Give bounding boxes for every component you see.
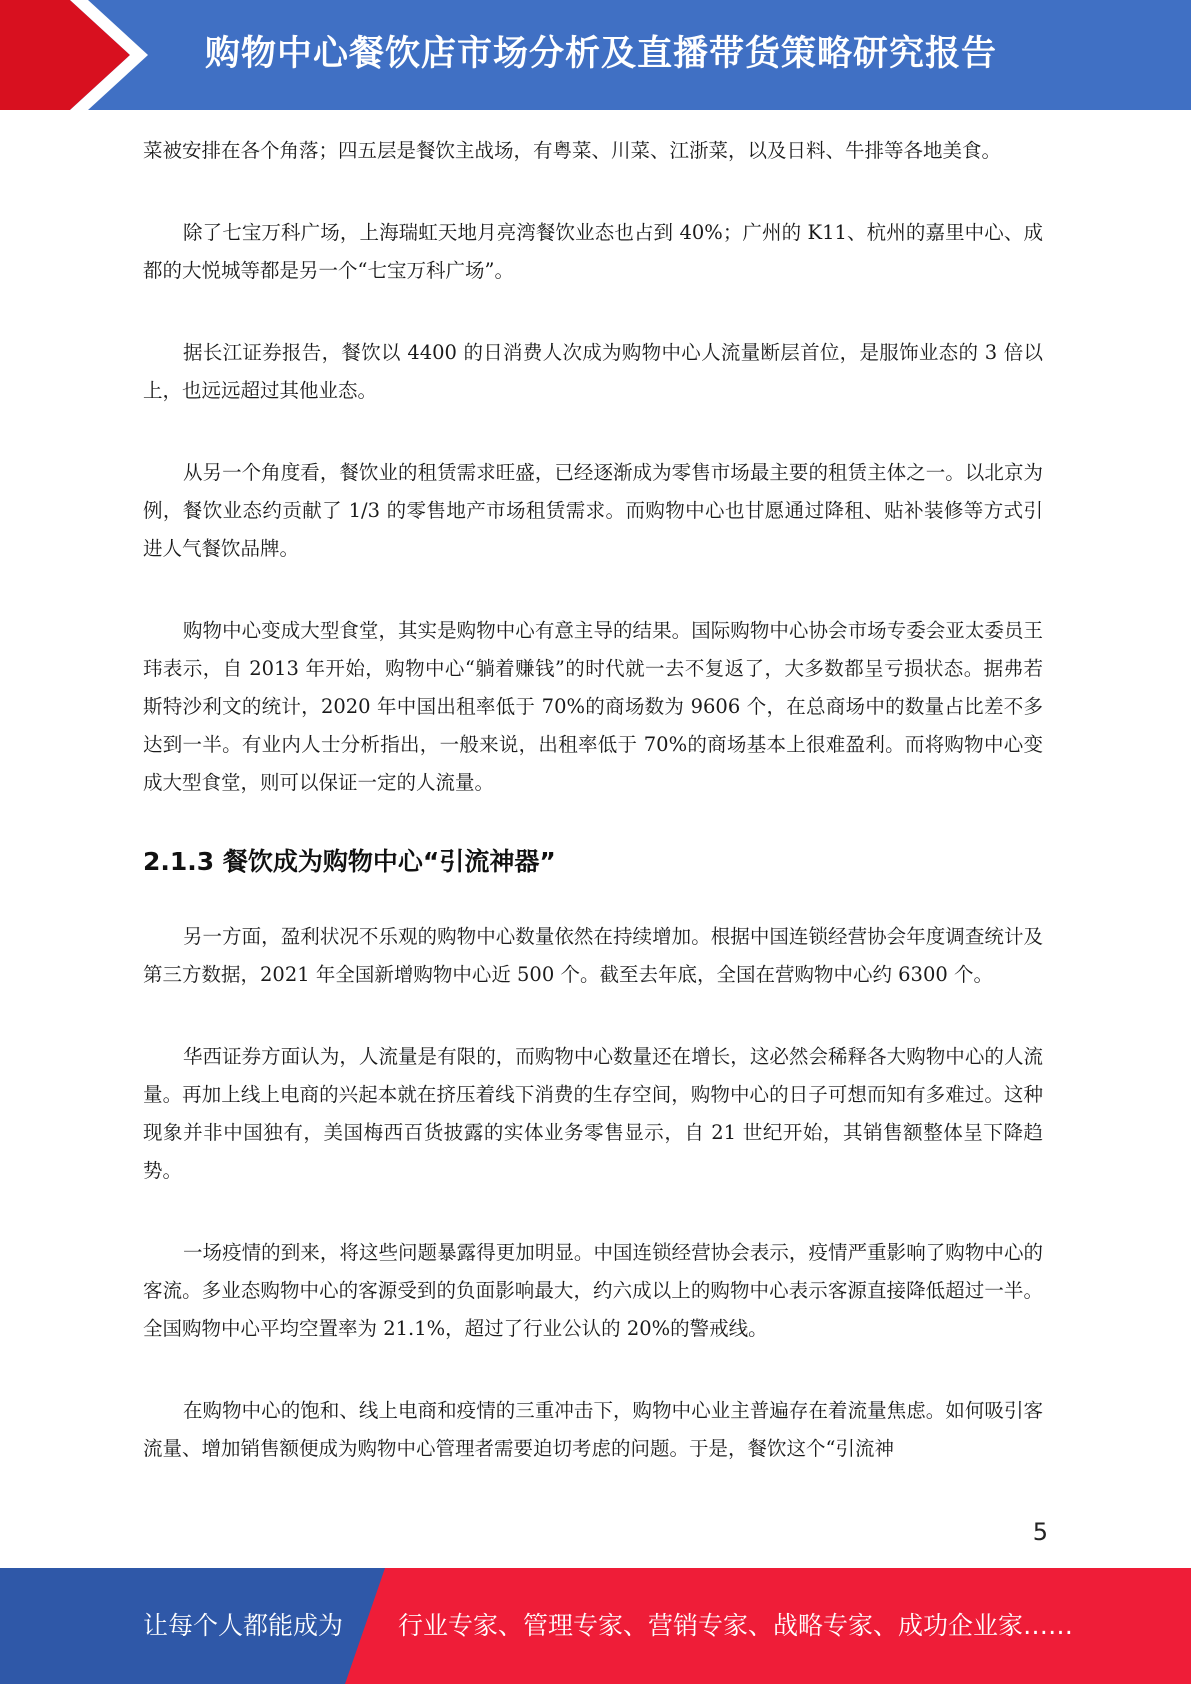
page-footer-banner: [0, 1568, 1191, 1684]
body-paragraph: 在购物中心的饱和、线上电商和疫情的三重冲击下，购物中心业主普遍存在着流量焦虑。如何吸引客流量、增加销售额便成为购物中心管理者需要迫切考虑的问题。于是，餐饮这个“引流神: [143, 1399, 1043, 1460]
body-paragraph: 从另一个角度看，餐饮业的租赁需求旺盛，已经逐渐成为零售市场最主要的租赁主体之一。以北京为例，餐饮业态约贡献了 1/3 的零售地产市场租赁需求。而购物中心也甘愿通过降租、贴补装修等方式引进人气餐饮品牌。: [143, 461, 1043, 560]
footer-slogan-left: 让每个人都能成为: [143, 1611, 344, 1640]
footer-slogan-right: 行业专家、管理专家、营销专家、战略专家、成功企业家……: [398, 1611, 1074, 1640]
body-paragraph: 一场疫情的到来，将这些问题暴露得更加明显。中国连锁经营协会表示，疫情严重影响了购物中心的客流。多业态购物中心的客源受到的负面影响最大，约六成以上的购物中心表示客源直接降低超过一半。全国购物中心平均空置率为 21.1%，超过了行业公认的 20%的警戒线。: [143, 1241, 1043, 1340]
body-paragraph: 华西证券方面认为，人流量是有限的，而购物中心数量还在增长，这必然会稀释各大购物中心的人流量。再加上线上电商的兴起本就在挤压着线下消费的生存空间，购物中心的日子可想而知有多难过。这种现象并非中国独有，美国梅西百货披露的实体业务零售显示，自 21 世纪开始，其销售额整体呈下降趋势。: [143, 1045, 1043, 1182]
body-paragraph: 另一方面，盈利状况不乐观的购物中心数量依然在持续增加。根据中国连锁经营协会年度调查统计及第三方数据，2021 年全国新增购物中心近 500 个。截至去年底，全国在营购物中心约 6300 个。: [143, 925, 1043, 986]
body-paragraph: 除了七宝万科广场，上海瑞虹天地月亮湾餐饮业态也占到 40%；广州的 K11、杭州的嘉里中心、成都的大悦城等都是另一个“七宝万科广场”。: [143, 221, 1043, 282]
report-title: 购物中心餐饮店市场分析及直播带货策略研究报告: [205, 34, 998, 74]
body-paragraph: 菜被安排在各个角落；四五层是餐饮主战场，有粤菜、川菜、江浙菜，以及日料、牛排等各地美食。: [143, 139, 1002, 162]
body-paragraph: 据长江证券报告，餐饮以 4400 的日消费人次成为购物中心人流量断层首位，是服饰业态的 3 倍以上，也远远超过其他业态。: [143, 341, 1043, 402]
header-red-arrow: [0, 0, 130, 110]
body-paragraph: 购物中心变成大型食堂，其实是购物中心有意主导的结果。国际购物中心协会市场专委会亚太委员王玮表示，自 2013 年开始，购物中心“躺着赚钱”的时代就一去不复返了，大多数都呈亏损状态。据弗若斯特沙利文的统计，2020 年中国出租率低于 70%的商场数为 9606 个，在总商场中的数量占比差不多达到一半。有业内人士分析指出，一般来说，出租率低于 70%的商场基本上很难盈利。而将购物中心变成大型食堂，则可以保证一定的人流量。: [143, 619, 1043, 794]
page-body: [143, 132, 1043, 1512]
page-header-banner: [0, 0, 1191, 110]
page-number: 5: [1032, 1518, 1048, 1546]
section-heading: 2.1.3 餐饮成为购物中心“引流神器”: [143, 847, 556, 876]
